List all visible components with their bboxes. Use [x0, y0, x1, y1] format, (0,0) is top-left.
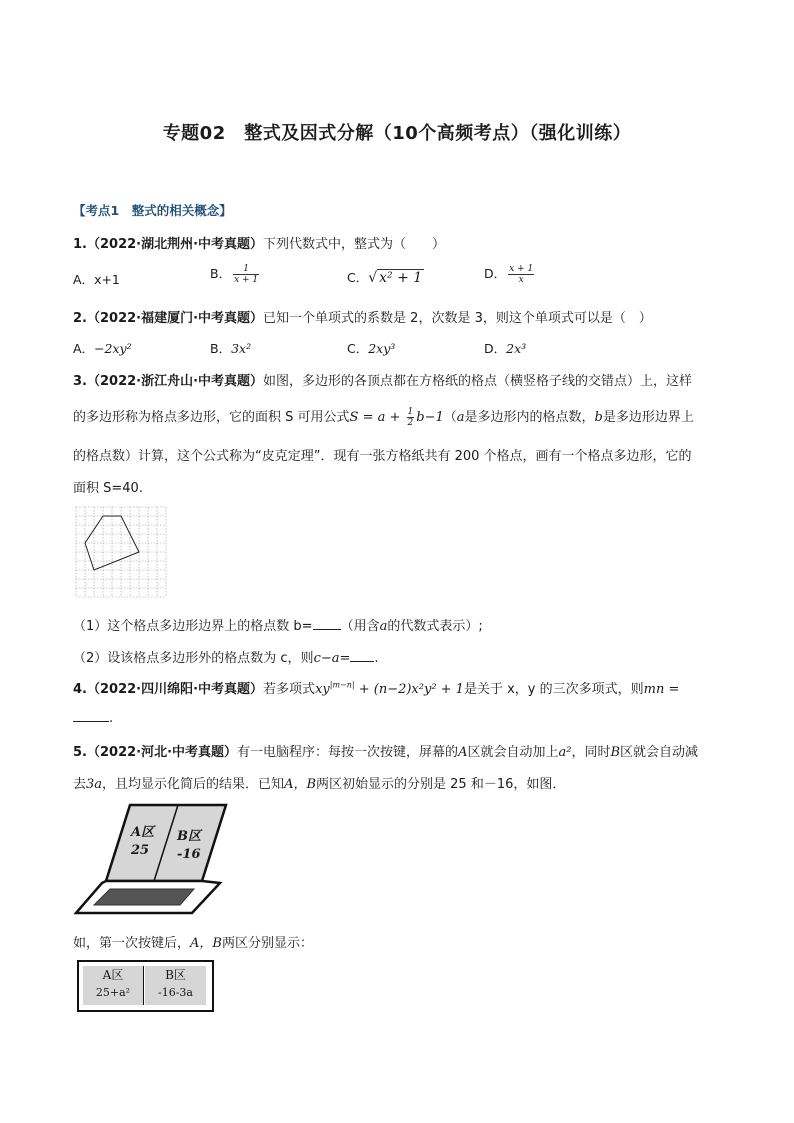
question-3-line-1: 3.（2022·浙江舟山·中考真题）如图，多边形的各顶点都在方格纸的格点（横竖格子线的交错点）上，这样 — [73, 374, 693, 389]
question-5-line-3: 如，第一次按键后，A，B两区分别显示： — [73, 936, 313, 951]
q1-option-d: D． $\frac{x + 1}{x}$ — [484, 264, 534, 285]
q2-option-a: A．−2xy² — [73, 341, 132, 356]
result-display — [77, 960, 214, 1012]
q2-option-b: B．3x² — [210, 341, 252, 356]
q2-option-d: D．2x³ — [484, 341, 527, 356]
page-title: 专题02 整式及因式分解（10个高频考点）（强化训练） — [162, 123, 632, 144]
figure-b-zone: B区 -16 — [177, 829, 201, 862]
figure-a-zone: A区 25 — [131, 825, 155, 858]
lattice-polygon-figure — [75, 506, 169, 598]
question-3-line-3: 的格点数）计算，这个公式称为“皮克定理”．现有一张方格纸共有 200 个格点，画有一个格点多边形，它的 — [73, 449, 692, 464]
q1-option-c: C．√ x² + 1 — [347, 270, 423, 286]
question-1-stem: 1.（2022·湖北荆州·中考真题）下列代数式中，整式为（ ） — [73, 237, 446, 252]
question-5-line-2: 去3a，且均显示化简后的结果．已知A，B两区初始显示的分别是 25 和－16，如图． — [73, 777, 566, 792]
result-a-zone: A区 25+a² — [83, 966, 144, 1005]
question-2-stem: 2.（2022·福建厦门·中考真题）已知一个单项式的系数是 2，次数是 3，则这个单项式可以是（ ） — [73, 311, 652, 326]
q1-option-b: B． $\frac{1}{x + 1}$ — [210, 264, 259, 285]
question-3-part-2: （2）设该格点多边形外的格点数为 c，则c−a= . — [73, 651, 379, 666]
question-4-stem: 4.（2022·四川绵阳·中考真题）若多项式$xy^{|m-n|} + (n-2)x^2y^2 + 1$是关于 x，y 的三次多项式，则mn = — [73, 680, 680, 697]
question-3-line-4: 面积 S=40. — [73, 481, 143, 496]
q1-option-a: A．x+1 — [73, 272, 120, 287]
question-3-part-1: （1）这个格点多边形边界上的格点数 b= （用含a的代数式表示）; — [73, 619, 483, 634]
question-5-line-1: 5.（2022·河北·中考真题）有一电脑程序：每按一次按键，屏幕的A区就会自动加上a²，同时B区就会自动减 — [73, 745, 699, 760]
result-b-zone: B区 -16-3a — [145, 966, 206, 1005]
question-3-line-2: 的多边形称为格点多边形，它的面积 S 可用公式S = a + $\frac{1}{2}$ b−1（a是多边形内的格点数，b是多边形边界上 — [73, 407, 694, 428]
calculator-figure — [72, 803, 232, 918]
section-heading: 【考点1 整式的相关概念】 — [73, 203, 232, 218]
question-4-answer-blank: . — [73, 711, 113, 726]
q2-option-c: C．2xy³ — [347, 341, 396, 356]
